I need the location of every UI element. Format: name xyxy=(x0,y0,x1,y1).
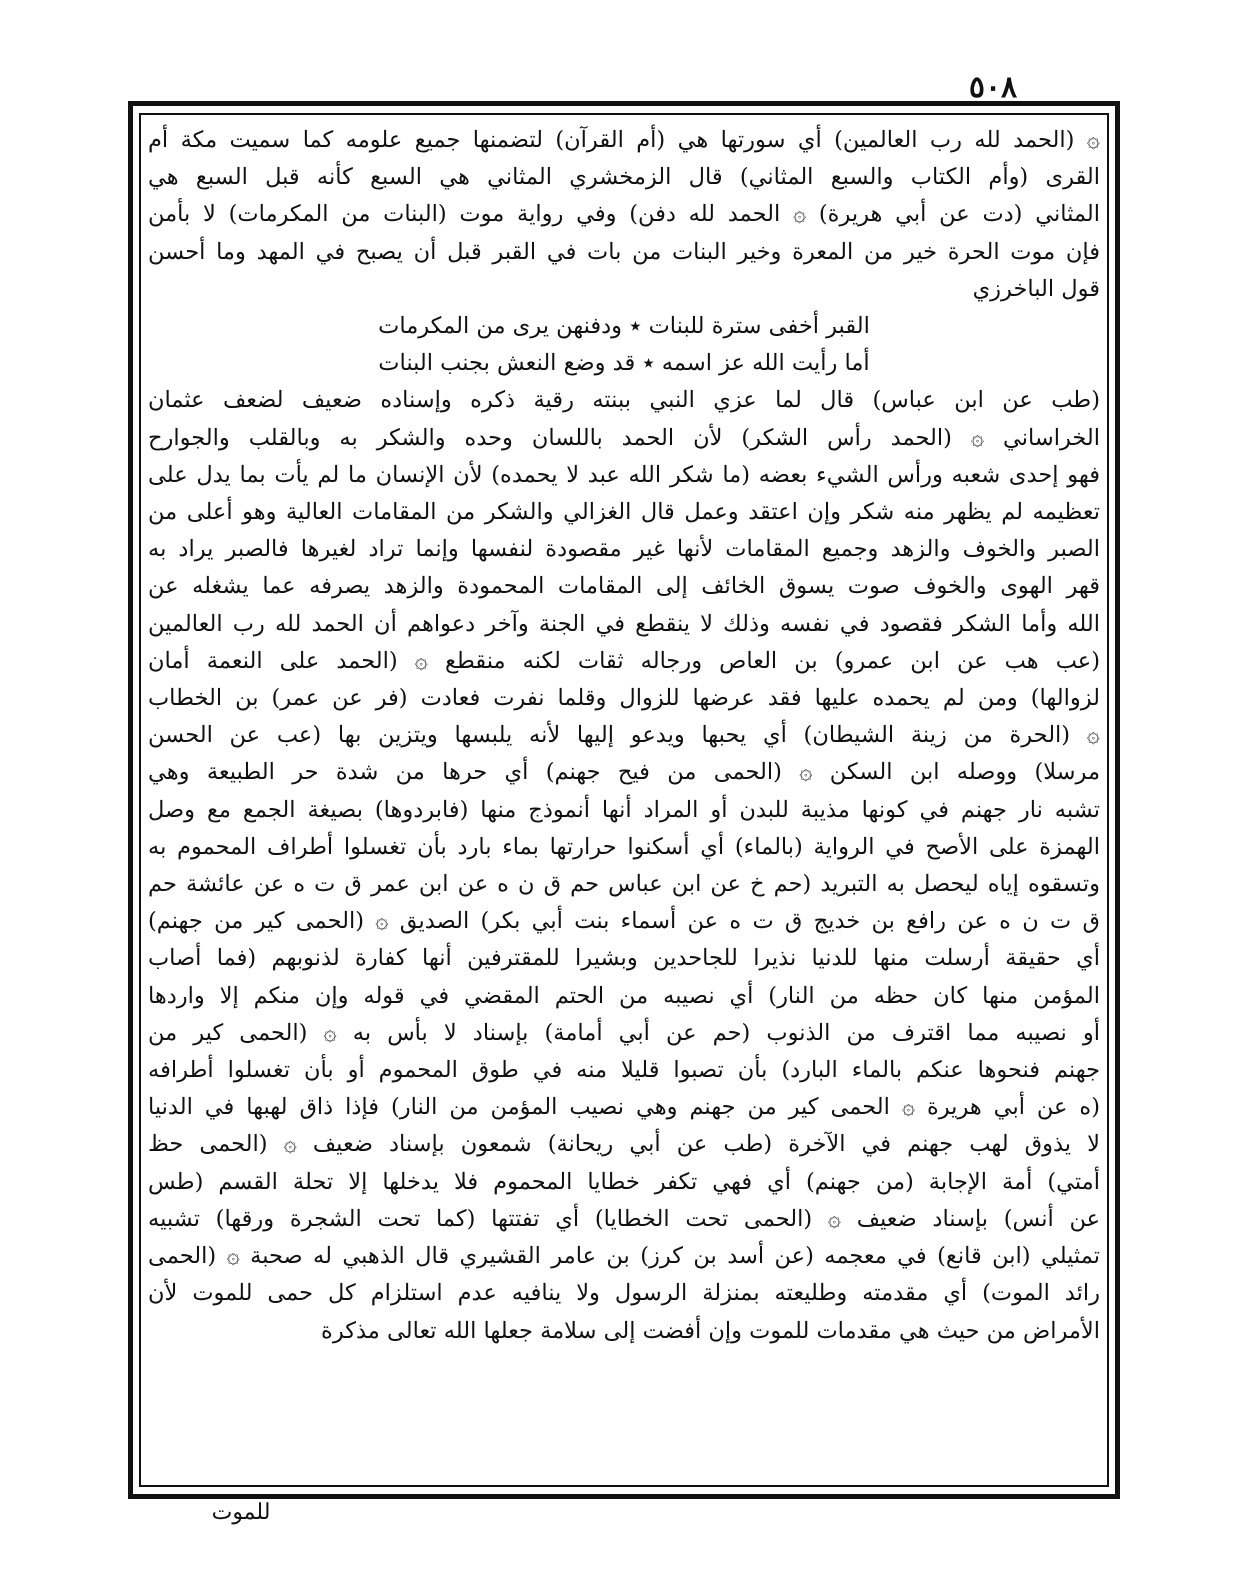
catchword: للموت xyxy=(211,1500,271,1525)
text-line: الهمزة على الأصح في الرواية (بالماء) أي أسكنوا حرارتها بماء بارد بأن تغسلوا أطراف المحموم به xyxy=(148,833,1100,860)
text-line: فهو إحدى شعبه ورأس الشيء بعضه (ما شكر الله عبد لا يحمده) لأن الإنسان ما لم يأت بما يدل على xyxy=(148,461,1100,488)
text-line: تشبه نار جهنم في كونها مذيبة للبدن أو المراد أنها أنموذج منها (فابردوها) بصيغة الجمع مع وصل xyxy=(148,796,1100,823)
text-line: تعظيمه لم يظهر منه شكر وإن اعتقد وعمل قال الغزالي والشكر من المقامات العالية وهو أعلى من xyxy=(148,499,1100,526)
text-line: وتسقوه إياه ليحصل به التبريد (حم خ عن ابن عباس حم ق ن ه عن ابن عمر ق ت ه عن عائشة حم xyxy=(148,871,1100,898)
text-line: مرسلا) ووصله ابن السكن ۞ (الحمى من فيح جهنم) أي حرها من شدة حر الطبيعة وهي xyxy=(148,759,1100,786)
text-line: جهنم فنحوها عنكم بالماء البارد) بأن تصبوا قليلا منه في طوق المحموم أو بأن تغسلوا أطرافه xyxy=(148,1057,1100,1084)
text-line: أمتي) أمة الإجابة (من جهنم) أي فهي تكفر خطايا المحموم فلا يدخلها إلا تحلة القسم (طس xyxy=(148,1168,1100,1195)
text-line: الخراساني ۞ (الحمد رأس الشكر) لأن الحمد باللسان وحده والشكر به وبالقلب والجوارح xyxy=(148,424,1100,451)
text-line: عن أنس) بإسناد ضعيف ۞ (الحمى تحت الخطايا) أي تفتتها (كما تحت الشجرة ورقها) تشبيه xyxy=(148,1205,1100,1232)
text-line: ق ت ن ه عن رافع بن خديج ق ت ه عن أسماء بنت أبي بكر) الصديق ۞ (الحمى كير من جهنم) xyxy=(148,908,1100,935)
page-number: ٥٠٨ xyxy=(968,70,1018,105)
text-line: تمثيلي (ابن قانع) في معجمه (عن أسد بن كرز) بن عامر القشيري قال الذهبي له صحبة ۞ (الحمى xyxy=(148,1243,1100,1270)
text-line: قهر الهوى والخوف صوت يسوق الخائف إلى المقامات المحمودة والزهد يصرفه عما يشغله عن xyxy=(148,573,1100,600)
text-line: أو نصيبه مما اقترف من الذنوب (حم عن أبي أمامة) بإسناد لا بأس به ۞ (الحمى كير من xyxy=(148,1019,1100,1046)
text-line: المثاني (دت عن أبي هريرة) ۞ الحمد لله دفن) وفي رواية موت (البنات من المكرمات) لا بأمن xyxy=(148,201,1100,228)
text-line: (طب عن ابن عباس) قال لما عزي النبي ببنته رقية ذكره وإسناده ضعيف لضعف عثمان xyxy=(148,387,1100,414)
poem-verse: القبر أخفى سترة للبنات ٭ ودفنهن يرى من المكرمات xyxy=(378,313,870,340)
text-line: رائد الموت) أي مقدمته وطليعته بمنزلة الرسول ولا ينافيه عدم استلزام كل حمى للموت لأن xyxy=(148,1280,1100,1307)
text-line: أي حقيقة أرسلت منها للدنيا نذيرا للجاحدين وبشيرا للمقترفين أنها كفارة لذنوبهم (فما أصاب xyxy=(148,945,1100,972)
text-line: الأمراض من حيث هي مقدمات للموت وإن أفضت إلى سلامة جعلها الله تعالى مذكرة xyxy=(321,1317,1100,1344)
text-line: فإن موت الحرة خير من المعرة وخير البنات من بات في القبر قبل أن يصبح في المهد وما أحسن xyxy=(148,238,1100,265)
text-line: (ه عن أبي هريرة ۞ الحمى كير من جهنم وهي نصيب المؤمن من النار) فإذا ذاق لهبها في الدنيا xyxy=(148,1094,1100,1121)
text-line: (عب هب عن ابن عمرو) بن العاص ورجاله ثقات لكنه منقطع ۞ (الحمد على النعمة أمان xyxy=(148,647,1100,674)
text-line: ۞ (الحرة من زينة الشيطان) أي يحبها ويدعو إليها لأنه يلبسها ويتزين بها (عب عن الحسن xyxy=(148,722,1100,749)
text-line: الله وأما الشكر فقصود في نفسه وذلك لا ينقطع في الجنة وآخر دعواهم أن الحمد لله رب العالمين xyxy=(148,610,1100,637)
text-line: القرى (وأم الكتاب والسبع المثاني) قال الزمخشري المثاني هي السبع كأنه قبل السبع هي xyxy=(148,164,1100,191)
text-line: لزوالها) ومن لم يحمده عليها فقد عرضها للزوال وقلما نفرت فعادت (فر عن عمر) بن الخطاب xyxy=(148,685,1100,712)
text-line: قول الباخرزي xyxy=(972,275,1100,302)
text-line: المؤمن منها كان حظه من النار) أي نصيبه من الحتم المقضي في قوله وإن منكم إلا واردها xyxy=(148,982,1100,1009)
text-line: الصبر والخوف والزهد وجميع المقامات لأنها غير مقصودة لنفسها وإنما تراد لغيرها فالصبر يراد به xyxy=(148,536,1100,563)
main-text xyxy=(148,122,1100,1478)
poem-verse: أما رأيت الله عز اسمه ٭ قد وضع النعش بجنب البنات xyxy=(378,350,870,377)
text-line: ۞ (الحمد لله رب العالمين) أي سورتها هي (أم القرآن) لتضمنها جميع علومه كما سميت مكة أم xyxy=(148,127,1100,153)
text-line: لا يذوق لهب جهنم في الآخرة (طب عن أبي ريحانة) شمعون بإسناد ضعيف ۞ (الحمى حظ xyxy=(148,1131,1100,1158)
